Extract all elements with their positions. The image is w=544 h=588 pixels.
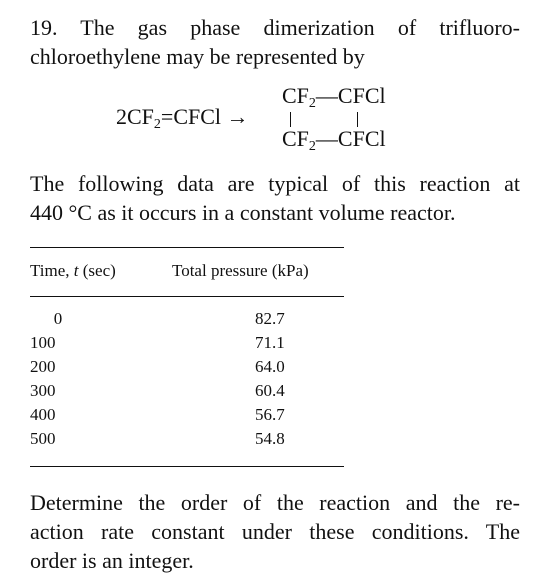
table-row <box>30 307 344 331</box>
cell-pressure: 60.4 <box>255 381 285 400</box>
reactant-rest: =CFCl <box>160 104 222 129</box>
dimer-top-row <box>282 83 386 109</box>
reaction-arrow: → <box>226 104 249 129</box>
dimerization-equation <box>0 83 544 161</box>
cell-time: 400 <box>30 405 56 424</box>
dimer-bot-b: —CFCl <box>315 126 386 151</box>
cell-time: 500 <box>30 429 56 448</box>
cell-time: 0 <box>53 309 63 328</box>
intro-line-2: chloroethylene may be represented by <box>30 44 365 69</box>
dimer-top-a: CF <box>282 83 309 108</box>
dimer-bot-a: CF <box>282 126 309 151</box>
header-pressure: Total pressure (kPa) <box>172 261 309 280</box>
dimer-top-b: —CFCl <box>315 83 386 108</box>
dimer-bot-sub: 2 <box>308 139 316 154</box>
intro-line-1: 19. The gas phase dimerization of trifluoro- <box>30 15 520 40</box>
question-line-2: action rate constant under these conditions. The <box>30 519 520 544</box>
header-time: Time, t (sec) <box>30 261 116 280</box>
cell-pressure: 64.0 <box>255 357 285 376</box>
reactant-coef: 2CF <box>116 104 154 129</box>
question-line-1: Determine the order of the reaction and the re- <box>30 490 520 515</box>
table-row <box>30 331 344 355</box>
dimer-bottom-row <box>282 126 386 152</box>
table-header <box>30 248 344 296</box>
cell-pressure: 82.7 <box>255 309 285 328</box>
pressure-table <box>30 247 344 451</box>
reactant-side <box>116 104 249 130</box>
ring-bond-right <box>357 112 358 127</box>
table-row <box>30 427 344 451</box>
ring-bond-left <box>290 112 291 127</box>
table-bottom-rule <box>30 466 344 467</box>
cell-time: 300 <box>30 381 56 400</box>
question <box>30 488 520 575</box>
table-body <box>30 297 344 451</box>
cell-pressure: 56.7 <box>255 405 285 424</box>
data-description <box>30 169 520 227</box>
cell-time: 200 <box>30 357 56 376</box>
dimer-top-sub: 2 <box>308 96 316 111</box>
table-row <box>30 403 344 427</box>
data-line-2: 440 °C as it occurs in a constant volume reactor. <box>30 200 456 225</box>
table-row <box>30 379 344 403</box>
table-row <box>30 355 344 379</box>
cell-pressure: 54.8 <box>255 429 285 448</box>
question-line-3: order is an integer. <box>30 548 194 573</box>
cell-time: 100 <box>30 333 56 352</box>
reactant-sub: 2 <box>153 117 161 132</box>
data-line-1: The following data are typical of this reaction at <box>30 171 520 196</box>
cell-pressure: 71.1 <box>255 333 285 352</box>
problem-intro <box>30 13 520 71</box>
